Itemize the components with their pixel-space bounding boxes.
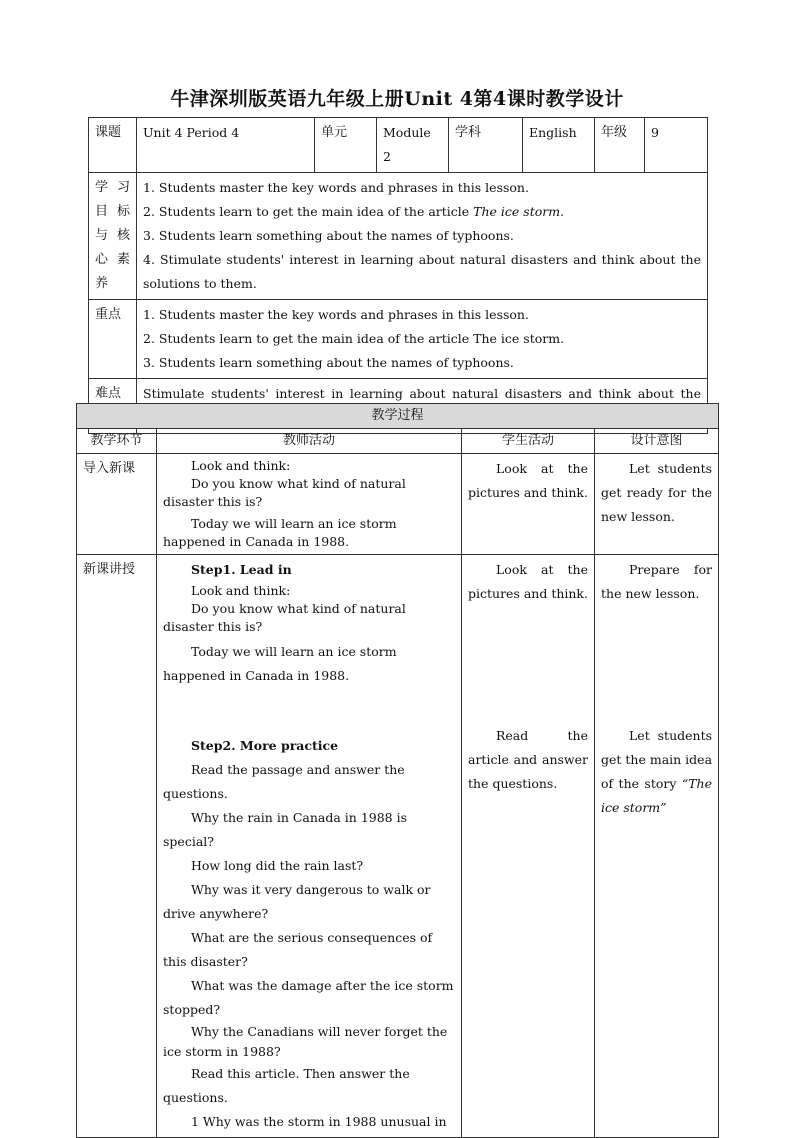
column-header: 设计意图 [595,429,719,454]
lesson-info-table [88,117,708,434]
stage-new: 新课讲授 [77,555,157,1138]
page-title: 牛津深圳版英语九年级上册Unit 4第4课时教学设计 [170,88,624,110]
new-intent: Prepare for the new lesson. Let students get the main idea of the story “The ice storm” [595,555,719,1138]
grade-label: 年级 [595,118,645,173]
unit-label: 单元 [315,118,377,173]
key-point-item: 2. Students learn to get the main idea of the article The ice storm. [143,331,565,346]
difficulties-label: 难点 [89,379,137,434]
lesson-label: 课题 [89,118,137,173]
stage-intro: 导入新课 [77,454,157,555]
subject-value: English [523,118,595,173]
unit-value: Module 2 [377,118,449,173]
column-header: 学生活动 [462,429,595,454]
column-header: 教师活动 [157,429,462,454]
goal-item: 1. Students master the key words and phrases in this lesson. [143,180,529,195]
goal-item: 3. Students learn something about the names of typhoons. [143,228,514,243]
intro-intent: Let students get ready for the new lesson. [595,454,719,555]
goals-content [137,173,708,300]
difficulties-content: Stimulate students' interest in learning about natural disasters and think about the [137,379,708,434]
intro-student: Look at the pictures and think. [462,454,595,555]
grade-value: 9 [645,118,708,173]
lesson-value: Unit 4 Period 4 [137,118,315,173]
key-points-label: 重点 [89,300,137,379]
intro-teacher: Look and think: Do you know what kind of natural disaster this is? Today we will learn an ice storm happened in Canada in 1988. [157,454,462,555]
step1-title: Step1. Lead in [191,562,292,577]
story-title: “The ice storm” [601,776,713,815]
subject-label: 学科 [449,118,523,173]
goal-item: 2. Students learn to get the main idea of the article The ice storm. [143,204,565,219]
key-points-content [137,300,708,379]
article-title: The ice storm. [473,204,565,219]
process-header: 教学过程 [77,404,719,429]
goal-item: 4. Stimulate students' interest in learning about natural disasters and think about the solutions to them. [143,252,701,291]
step2-title: Step2. More practice [191,738,339,753]
process-table [76,403,719,1138]
key-point-item: 1. Students master the key words and phrases in this lesson. [143,307,529,322]
column-header: 教学环节 [77,429,157,454]
key-point-item: 3. Students learn something about the names of typhoons. [143,355,514,370]
goals-label: 学习 目 标 与 核 心 素 养 [89,173,137,300]
new-teacher: Step1. Lead in Look and think: Do you know what kind of natural disaster this is? Today we will learn an ice storm happened in Canada in 1988. Step2. More practice Read the passage and answer the questions. Why the rain in Canada in 1988 is special? How long did the rain last? Why was it very dangerous to walk or drive anywhere? What are the serious consequences of this disaster? What was the damage after the ice storm stopped? Why the Canadians will never forget the ice storm in 1988? Read this article. Then answer the questions. 1 Why was the storm in 1988 unusual in [157,555,462,1138]
new-student: Look at the pictures and think. Read the article and answer the questions. [462,555,595,1138]
